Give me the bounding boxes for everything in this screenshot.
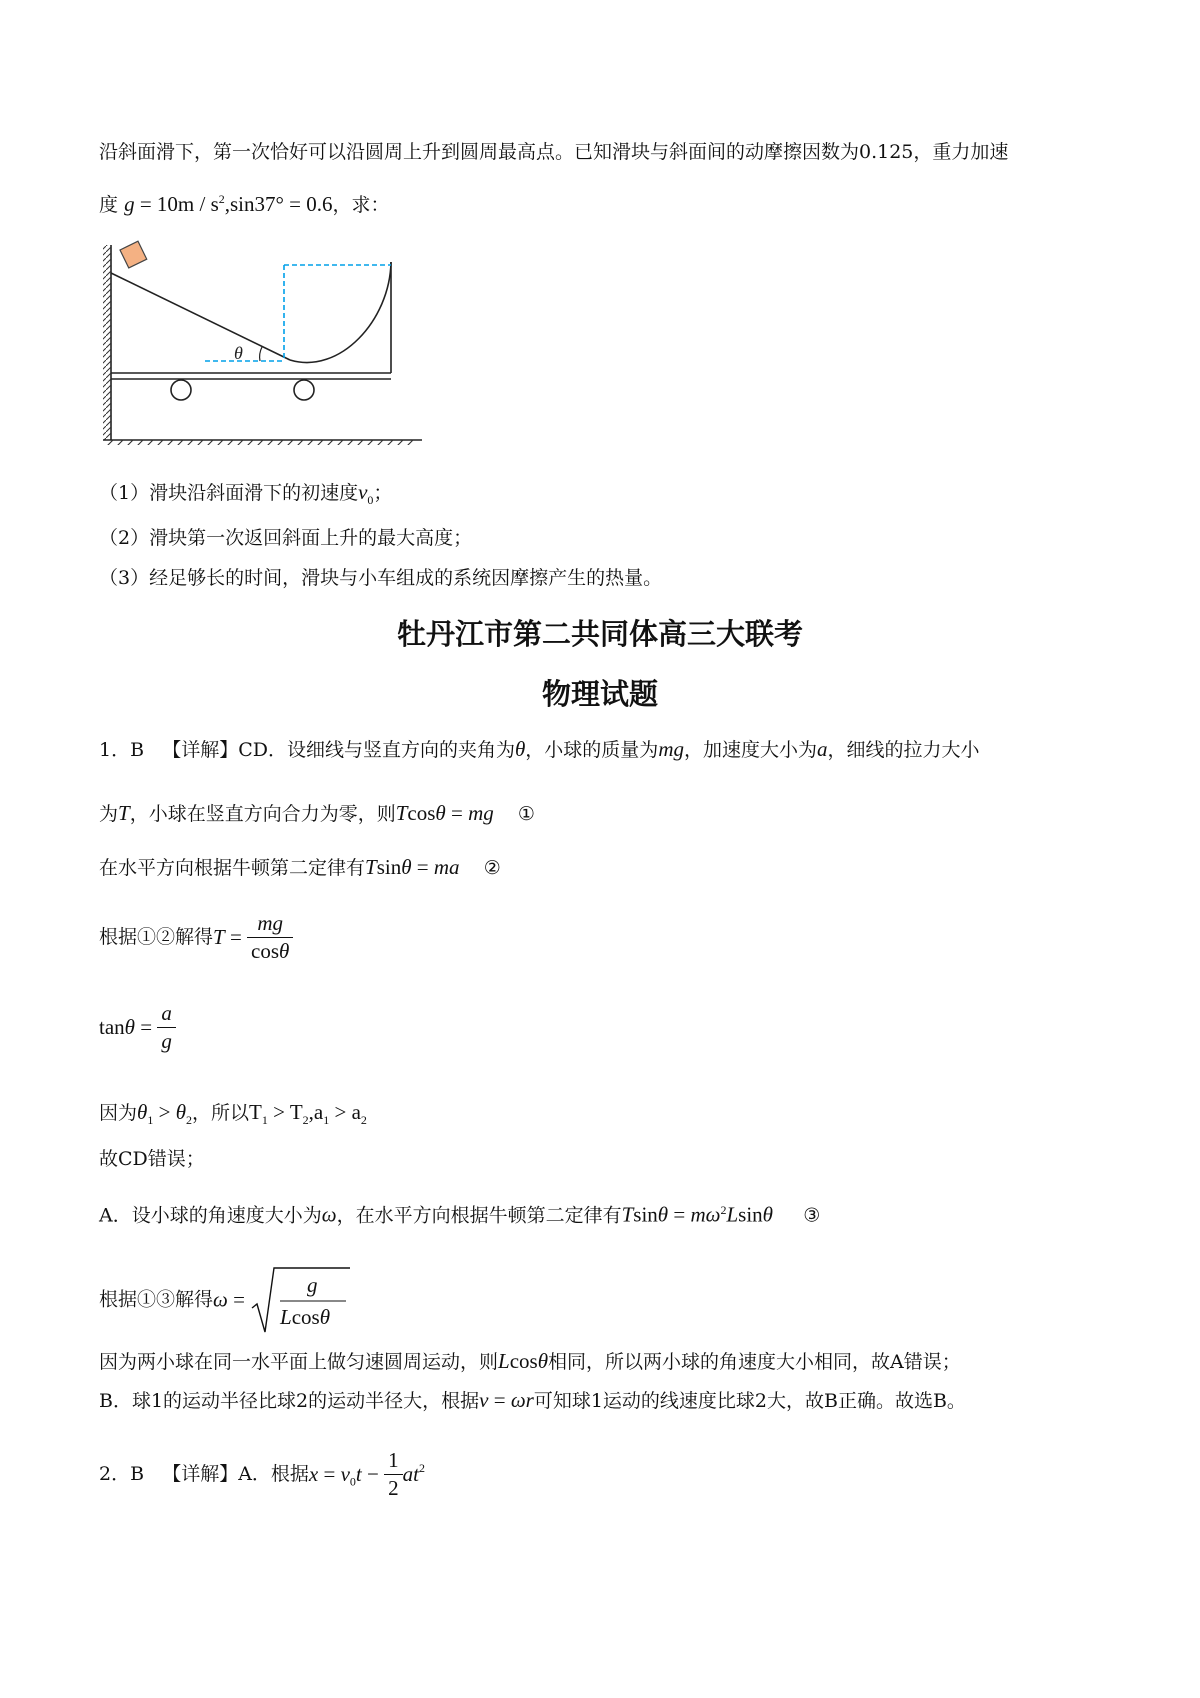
wheel-right	[294, 380, 314, 400]
sqrt-expression	[250, 1264, 352, 1336]
fraction-one-half: $\frac{1}{2}$	[384, 1450, 403, 1499]
slider-block	[120, 241, 147, 268]
answer-1-line-9: 根据①③解得ω = g Lcosθ	[99, 1264, 352, 1336]
page-subtitle: 物理试题	[541, 677, 658, 711]
svg-text:g: g	[307, 1273, 318, 1297]
wheel-left	[171, 380, 191, 400]
answer-1-line-11: B．球1的运动半径比球2的运动半径大，根据v = ωr可知球1运动的线速度比球2大，故B正确。故选B。	[99, 1388, 966, 1412]
ground	[103, 440, 422, 445]
incline-cart-figure	[100, 240, 440, 445]
answer-1-line-4: 根据①②解得T = $\frac{mg}{\cos\theta}$	[99, 913, 293, 962]
answer-2-line-1: 2．B 【详解】A．根据$x = v_0t$ − $\frac{1}{2}$ $at^2$	[99, 1448, 425, 1500]
left-wall	[103, 245, 111, 440]
problem-line-1: 沿斜面滑下，第一次恰好可以沿圆周上升到圆周最高点。已知滑块与斜面间的动摩擦因数为0.125，重力加速	[99, 141, 1009, 163]
angle-label: θ	[234, 343, 243, 363]
question-3: （3）经足够长的时间，滑块与小车组成的系统因摩擦产生的热量。	[99, 567, 663, 589]
answer-1-line-1: 1．B 【详解】CD．设细线与竖直方向的夹角为θ，小球的质量为mg，加速度大小为a，细线的拉力大小	[99, 737, 980, 761]
fraction-mg-over-cos: $\frac{mg}{\cos\theta}$	[247, 913, 293, 962]
question-2: （2）滑块第一次返回斜面上升的最大高度；	[99, 527, 473, 549]
svg-text:Lcosθ: Lcosθ	[280, 1305, 331, 1329]
answer-1-line-8: A．设小球的角速度大小为ω，在水平方向根据牛顿第二定律有$Tsin\theta = m\omega^2Lsin\theta$ ③	[99, 1202, 821, 1227]
answer-1-line-10: 因为两小球在同一水平面上做匀速圆周运动，则Lcosθ相同，所以两小球的角速度大小相同，故A错误；	[99, 1349, 961, 1373]
answer-1-line-2: 为T，小球在竖直方向合力为零，则Tcosθ = mg ①	[99, 801, 535, 825]
gravity-formula: $g = 10m / s^2,\sin 37^\circ = 0.6$	[124, 192, 333, 216]
question-1: （1）滑块沿斜面滑下的初速度$v_0$；	[99, 480, 393, 507]
answer-1-line-7: 故CD错误；	[99, 1148, 205, 1170]
answer-1-line-3: 在水平方向根据牛顿第二定律有Tsinθ = ma ②	[99, 855, 501, 879]
cart-body	[111, 262, 391, 379]
helper-dashed-lines	[205, 265, 391, 361]
answer-1-line-6: 因为$\theta_1 > \theta_2$，所以$T_1 > T_2,a_1 > a_2$	[99, 1100, 367, 1127]
page-title: 牡丹江市第二共同体高三大联考	[396, 617, 803, 651]
fraction-a-over-g: $\frac{a}{g}$	[157, 1003, 176, 1052]
problem-line-2: 度 $g = 10m / s^2,\sin 37^\circ = 0.6$，求：	[99, 192, 390, 216]
answer-1-line-5: tanθ = $\frac{a}{g}$	[99, 1003, 176, 1052]
angle-arc	[260, 347, 262, 361]
